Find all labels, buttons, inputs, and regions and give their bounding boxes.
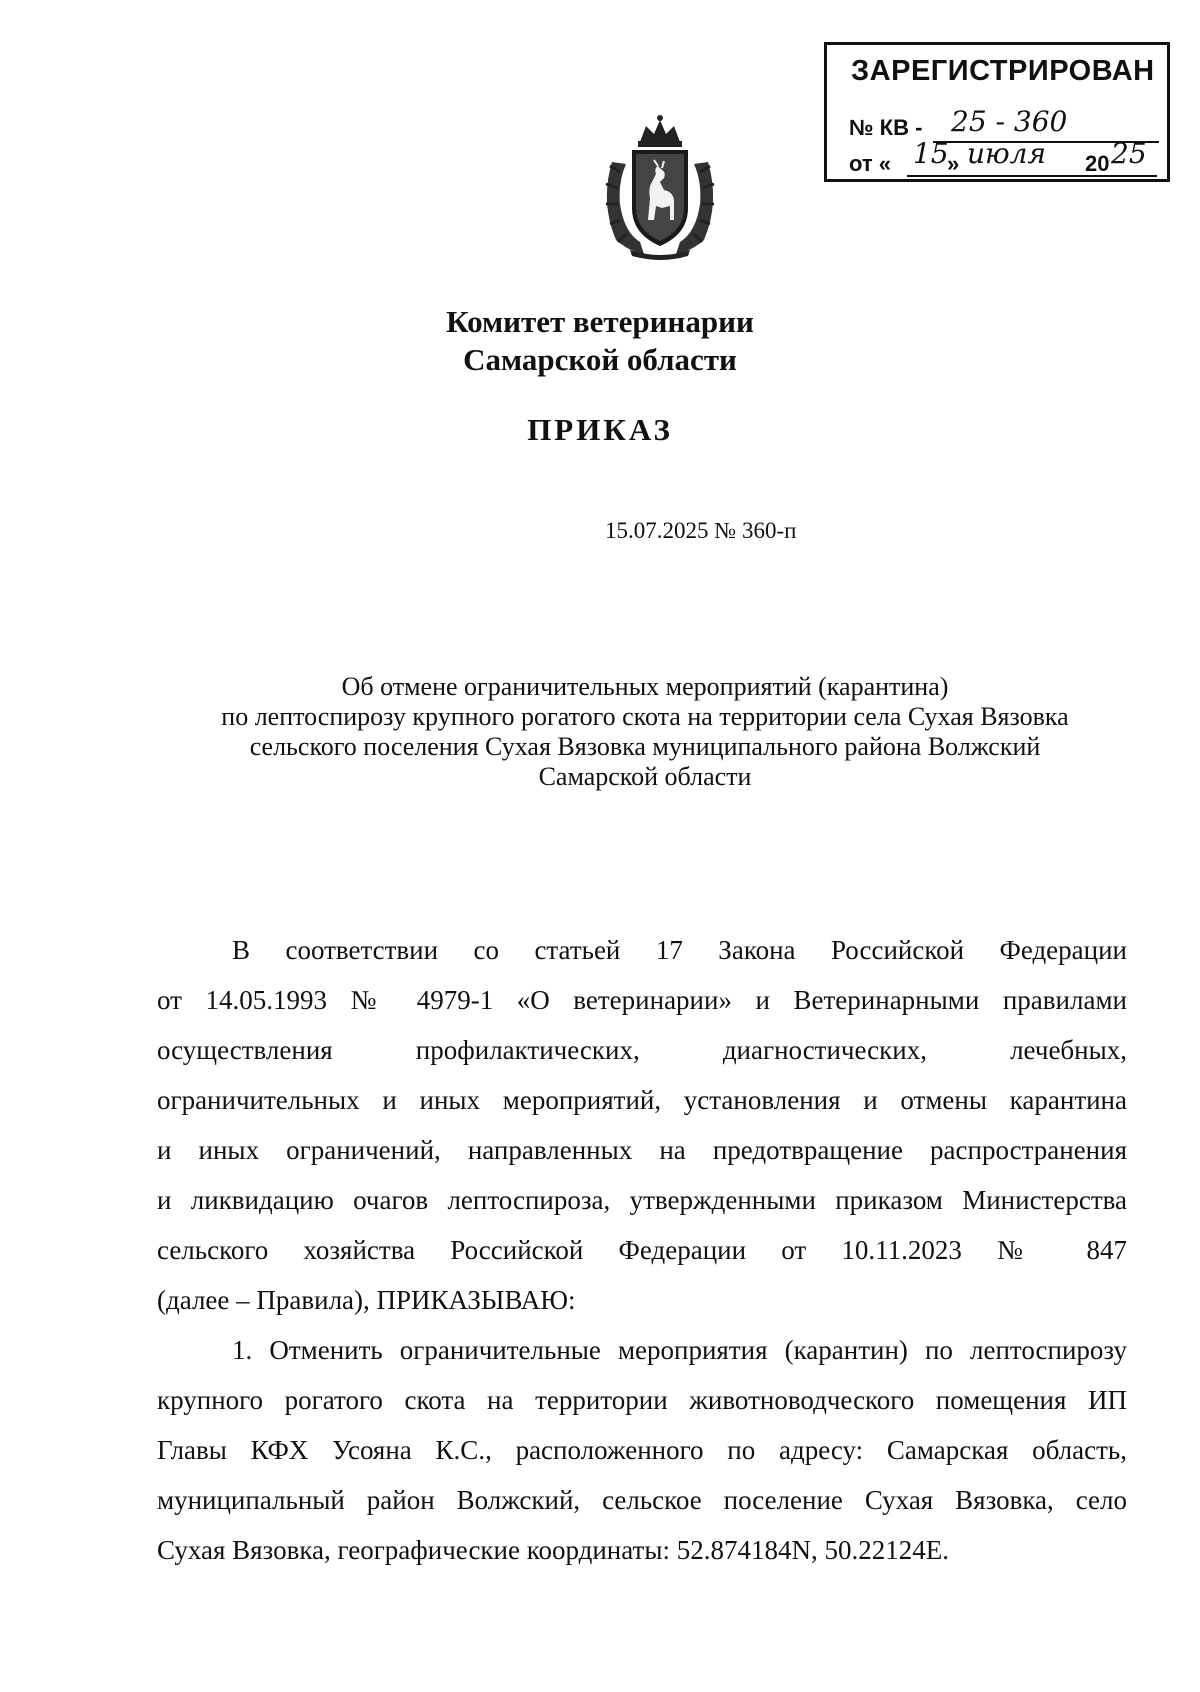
body-line: осуществления профилактических, диагностических, лечебных, [157, 1035, 1127, 1065]
stamp-number-value: 25 - 360 [951, 105, 1068, 138]
document-date-number: 15.07.2025 № 360-п [605, 518, 797, 543]
subject-line: Об отмене ограничительных мероприятий (карантина) [341, 672, 949, 701]
body-line: от 14.05.1993 № 4979-1 «О ветеринарии» и Ветеринарными правилами [157, 985, 1127, 1015]
stamp-date-prefix: от « [849, 151, 892, 176]
body-line: сельского хозяйства Российской Федерации от 10.11.2023 № 847 [157, 1235, 1127, 1265]
stamp-title: ЗАРЕГИСТРИРОВАН [851, 55, 1155, 87]
body-line: крупного рогатого скота на территории животноводческого помещения ИП [157, 1385, 1127, 1415]
body-line: (далее – Правила), ПРИКАЗЫВАЮ: [157, 1285, 576, 1315]
stamp-date-underline [907, 175, 1157, 177]
body-line: ограничительных и иных мероприятий, установления и отмены карантина [157, 1085, 1127, 1115]
stamp-date-line [849, 151, 891, 177]
body-line: Сухая Вязовка, географические координаты: 52.874184N, 50.22124E. [157, 1535, 949, 1565]
stamp-year-prefix: 20 [1085, 151, 1110, 176]
subject-line: Самарской области [538, 762, 752, 791]
body-line: и иных ограничений, направленных на предотвращение распространения [157, 1135, 1127, 1165]
body-line: 1. Отменить ограничительные мероприятия (карантин) по лептоспирозу [232, 1335, 1127, 1365]
body-line: В соответствии со статьей 17 Закона Российской Федерации [232, 935, 1127, 965]
stamp-month: июля [967, 137, 1047, 170]
body-line: муниципальный район Волжский, сельское поселение Сухая Вязовка, село [157, 1485, 1127, 1515]
subject-line: сельского поселения Сухая Вязовка муниципального района Волжский [249, 732, 1041, 761]
organization-name-line1: Комитет ветеринарии [446, 304, 754, 339]
organization-name-line2: Самарской области [463, 342, 737, 377]
body-line: Главы КФХ Усояна К.С., расположенного по адресу: Самарская область, [157, 1435, 1127, 1465]
stamp-day-close: » [947, 151, 960, 176]
stamp-number-label: № КВ - [849, 115, 923, 140]
stamp-year-suffix: 25 [1111, 137, 1147, 170]
stamp-number-line [849, 115, 922, 141]
samara-oblast-coat-of-arms-icon [590, 112, 730, 262]
document-type: ПРИКАЗ [527, 412, 673, 447]
stamp-day: 15 [913, 137, 949, 170]
subject-line: по лептоспирозу крупного рогатого скота на территории села Сухая Вязовка [221, 702, 1069, 731]
body-line: и ликвидацию очагов лептоспироза, утвержденными приказом Министерства [157, 1185, 1127, 1215]
registration-stamp [824, 42, 1170, 182]
